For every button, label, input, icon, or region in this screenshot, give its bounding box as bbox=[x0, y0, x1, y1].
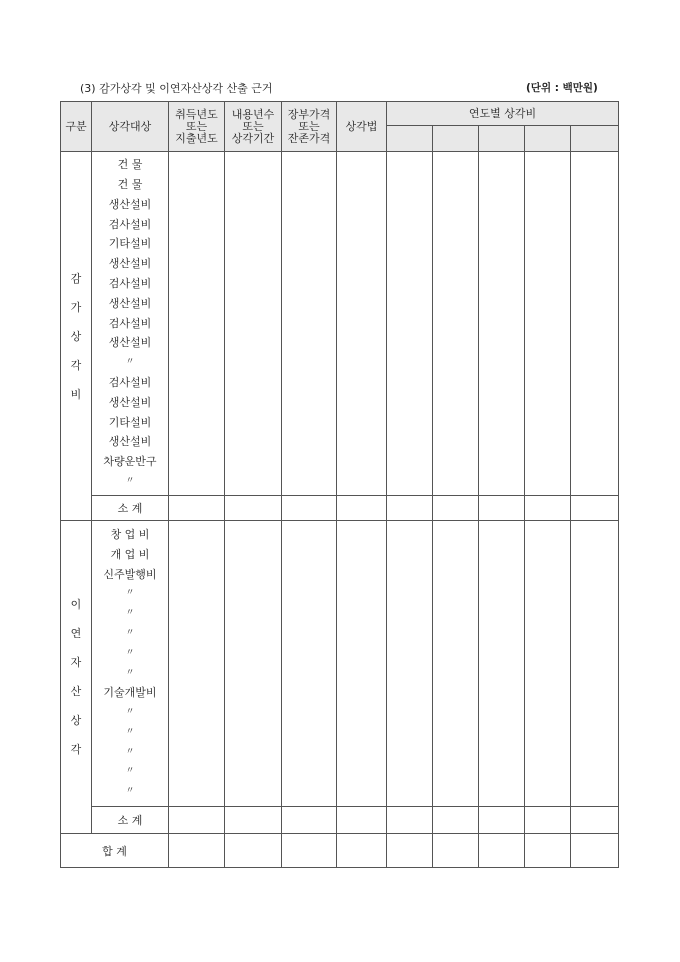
list-item: 〃 bbox=[125, 647, 135, 658]
year-col-3 bbox=[479, 126, 525, 152]
section-title: (3) 감가상각 및 이연자산상각 산출 근거 bbox=[80, 82, 273, 95]
list-item: 신주발행비 bbox=[103, 567, 157, 581]
deferred-subtotal-row bbox=[61, 807, 619, 834]
cell-year-5[interactable] bbox=[571, 152, 619, 496]
cell-year-2[interactable] bbox=[433, 152, 479, 496]
cell-total[interactable] bbox=[525, 834, 571, 868]
list-item: 창 업 비 bbox=[110, 527, 150, 541]
list-item: 〃 bbox=[125, 667, 135, 678]
list-item: 〃 bbox=[125, 786, 135, 797]
cell-year-1[interactable] bbox=[387, 152, 433, 496]
header-yearly: 연도별 상각비 bbox=[387, 102, 619, 126]
cell-lifespan[interactable] bbox=[225, 521, 282, 807]
year-col-4 bbox=[525, 126, 571, 152]
cell-subtotal[interactable] bbox=[282, 496, 337, 521]
list-item: 기타설비 bbox=[108, 415, 152, 429]
unit-label: (단위 : 백만원) bbox=[526, 82, 598, 94]
cell-book-value[interactable] bbox=[282, 152, 337, 496]
list-item: 건 물 bbox=[117, 158, 143, 172]
grand-total-label: 합 계 bbox=[61, 834, 169, 868]
cell-subtotal[interactable] bbox=[571, 807, 619, 834]
list-item: 생산설비 bbox=[108, 296, 152, 310]
cell-subtotal[interactable] bbox=[337, 496, 387, 521]
cell-subtotal[interactable] bbox=[433, 496, 479, 521]
list-item: 〃 bbox=[125, 475, 135, 486]
depreciation-items bbox=[92, 152, 169, 496]
cell-book-value[interactable] bbox=[282, 521, 337, 807]
list-item: 〃 bbox=[125, 726, 135, 737]
grand-total-row bbox=[61, 834, 619, 868]
cell-year-5[interactable] bbox=[571, 521, 619, 807]
list-item: 〃 bbox=[125, 588, 135, 599]
cell-year-4[interactable] bbox=[525, 152, 571, 496]
cell-year-3[interactable] bbox=[479, 152, 525, 496]
cell-total[interactable] bbox=[387, 834, 433, 868]
list-item: 검사설비 bbox=[108, 217, 152, 231]
cell-total[interactable] bbox=[225, 834, 282, 868]
list-item: 〃 bbox=[125, 746, 135, 757]
cell-method[interactable] bbox=[337, 152, 387, 496]
list-item: 검사설비 bbox=[108, 277, 152, 290]
cell-subtotal[interactable] bbox=[433, 807, 479, 834]
cell-subtotal[interactable] bbox=[387, 496, 433, 521]
cell-year-2[interactable] bbox=[433, 521, 479, 807]
cell-total[interactable] bbox=[282, 834, 337, 868]
list-item: 생산설비 bbox=[108, 257, 152, 271]
cell-acquisition[interactable] bbox=[169, 521, 225, 807]
list-item: 생산설비 bbox=[108, 336, 152, 350]
cell-total[interactable] bbox=[479, 834, 525, 868]
cell-subtotal[interactable] bbox=[169, 496, 225, 521]
cell-total[interactable] bbox=[169, 834, 225, 868]
list-item: 생산설비 bbox=[108, 435, 152, 449]
list-item: 건 물 bbox=[117, 178, 143, 192]
list-item: 〃 bbox=[125, 707, 135, 718]
cell-subtotal[interactable] bbox=[571, 496, 619, 521]
list-item: 기술개발비 bbox=[103, 686, 157, 700]
cell-subtotal[interactable] bbox=[225, 807, 282, 834]
list-item: 생산설비 bbox=[108, 197, 152, 211]
list-item: 〃 bbox=[125, 608, 135, 619]
cell-subtotal[interactable] bbox=[479, 807, 525, 834]
cell-year-3[interactable] bbox=[479, 521, 525, 807]
list-item: 차량운반구 bbox=[103, 455, 157, 469]
list-item: 〃 bbox=[125, 357, 135, 368]
list-item: 기타설비 bbox=[108, 237, 152, 251]
section-label-depreciation: 감 가 상 각 비 bbox=[61, 152, 92, 521]
deferred-items bbox=[92, 521, 169, 807]
depreciation-rows bbox=[61, 152, 619, 496]
cell-subtotal[interactable] bbox=[337, 807, 387, 834]
cell-subtotal[interactable] bbox=[525, 496, 571, 521]
header-target: 상각대상 bbox=[92, 102, 169, 152]
cell-method[interactable] bbox=[337, 521, 387, 807]
header-lifespan: 내용년수 또는 상각기간 bbox=[225, 102, 282, 152]
cell-subtotal[interactable] bbox=[169, 807, 225, 834]
cell-subtotal[interactable] bbox=[225, 496, 282, 521]
cell-subtotal[interactable] bbox=[525, 807, 571, 834]
deferred-asset-rows bbox=[61, 521, 619, 807]
header-category: 구분 bbox=[61, 102, 92, 152]
cell-total[interactable] bbox=[337, 834, 387, 868]
cell-acquisition[interactable] bbox=[169, 152, 225, 496]
header-acquisition: 취득년도 또는 지출년도 bbox=[169, 102, 225, 152]
section-label-deferred: 이 연 자 산 상 각 bbox=[61, 521, 92, 834]
cell-total[interactable] bbox=[433, 834, 479, 868]
depreciation-table bbox=[60, 101, 619, 868]
header-book-value: 장부가격 또는 잔존가격 bbox=[282, 102, 337, 152]
cell-subtotal[interactable] bbox=[479, 496, 525, 521]
list-item: 〃 bbox=[125, 627, 135, 638]
subtotal-label: 소 계 bbox=[92, 807, 169, 834]
year-col-2 bbox=[433, 126, 479, 152]
list-item: 검사설비 bbox=[108, 316, 152, 330]
cell-total[interactable] bbox=[571, 834, 619, 868]
cell-subtotal[interactable] bbox=[387, 807, 433, 834]
list-item: 개 업 비 bbox=[110, 547, 150, 561]
cell-lifespan[interactable] bbox=[225, 152, 282, 496]
header-method: 상각법 bbox=[337, 102, 387, 152]
cell-year-1[interactable] bbox=[387, 521, 433, 807]
list-item: 생산설비 bbox=[108, 395, 152, 409]
cell-subtotal[interactable] bbox=[282, 807, 337, 834]
depreciation-subtotal-row bbox=[61, 496, 619, 521]
year-col-5 bbox=[571, 126, 619, 152]
list-item: 검사설비 bbox=[108, 375, 152, 389]
year-col-1 bbox=[387, 126, 433, 152]
subtotal-label: 소 계 bbox=[92, 496, 169, 521]
list-item: 〃 bbox=[125, 766, 135, 777]
cell-year-4[interactable] bbox=[525, 521, 571, 807]
